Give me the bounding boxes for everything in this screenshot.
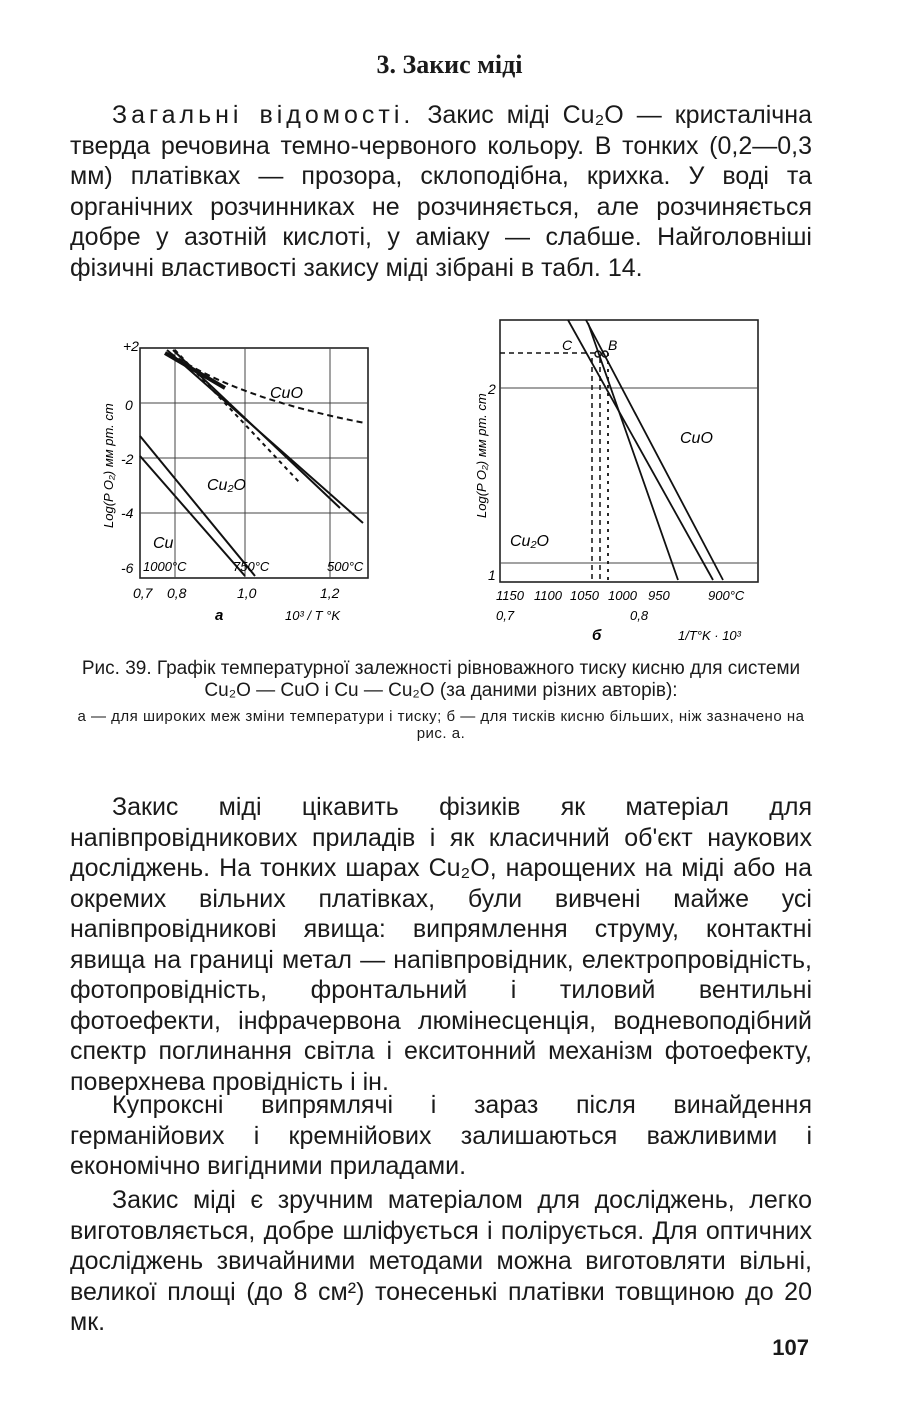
b-point-c: C	[562, 337, 573, 353]
paragraph-text: Закис міді є зручним матеріалом для досліджень, легко виготовляється, добре шліфується і полірується. Для оптичних досліджень звичайними методами можна виготовляти вільні, великої площі (до 8 см²) тонесенькі платівки товщиною до 20 мк.	[70, 1186, 812, 1336]
a-xtick-1: 0,7	[133, 585, 153, 601]
a-temp-3: 500°C	[327, 559, 364, 574]
b-top-tick-6: 900°C	[708, 588, 745, 603]
b-top-tick-5: 950	[648, 588, 670, 603]
b-top-tick-4: 1000	[608, 588, 637, 603]
b-bottom-tick-2: 0,8	[630, 608, 649, 623]
a-ylabel: Log(P O₂) мм рт. ст	[101, 403, 116, 528]
b-top-tick-1: 1150	[496, 588, 524, 603]
intro-text: Закис міді Cu₂O — кристалічна тверда речовина темно-червоного кольору. В тонких (0,2—0,3 мм) платівках — прозора, склоподібна, крихка. У воді та органічних розчинниках не розчиняється, але розчиняється добре у азотній кислоті, у аміаку — слабше. Найголовніші фізичні властивості закису міді зібрані в табл. 14.	[70, 101, 812, 282]
caption-note: а — для широких меж зміни температури і тиску; б — для тисків кисню більших, ніж зазначено на рис. а.	[77, 708, 805, 742]
a-region-cu2o: Cu₂O	[207, 477, 246, 494]
b-region-cuo: CuO	[680, 430, 713, 447]
b-ytick-2: 2	[488, 381, 496, 397]
body-paragraph-3	[70, 1185, 812, 1338]
a-ytick-2: 0	[125, 397, 133, 413]
a-region-cu: Cu	[153, 535, 174, 552]
b-xlabel: 1/T°K · 10³	[678, 628, 741, 643]
b-ylabel: Log(P O₂) мм рт. ст	[474, 393, 489, 518]
figure-caption	[70, 658, 812, 742]
a-ytick-3: -2	[121, 451, 134, 467]
b-point-b: B	[608, 337, 618, 353]
caption-main: Рис. 39. Графік температурної залежності рівноважного тиску кисню для системи Cu₂O — CuO і Cu — Cu₂O (за даними різних авторів):	[81, 658, 801, 701]
intro-lead: Загальні відомості.	[112, 101, 415, 129]
b-panel-letter: б	[592, 627, 602, 644]
page-number: 107	[772, 1335, 809, 1360]
body-paragraph-1	[70, 792, 812, 1097]
b-bottom-tick-1: 0,7	[496, 608, 515, 623]
a-temp-1: 1000°C	[143, 559, 187, 574]
body-paragraph-2	[70, 1090, 812, 1182]
paragraph-text: Закис міді цікавить фізиків як матеріал для напівпровідникових приладів і як класичний об'єкт наукових досліджень. На тонких шарах Cu₂O, нарощених на міді або на окремих вільних платівках, були вивчені майже усі напівпровідникові явища: випрямлення струму, контактні явища на границі метал — напівпровідник, електропровідність, фотопровідність, фронтальний і тиловий вентильні фотоефекти, інфрачервона люмінесценція, водневоподібний спектр поглинання світла і екситонний механізм фотоефекту, поверхнева провідність і ін.	[70, 793, 812, 1096]
a-ytick-5: -6	[121, 560, 134, 576]
a-xtick-3: 1,0	[237, 585, 257, 601]
b-region-cu2o: Cu₂O	[510, 533, 549, 550]
a-ytick-1: +2	[123, 338, 139, 354]
a-panel-letter: а	[215, 607, 224, 624]
b-top-tick-3: 1050	[570, 588, 599, 603]
b-top-tick-2: 1100	[534, 588, 562, 603]
a-xtick-2: 0,8	[167, 585, 187, 601]
figure-a	[95, 318, 395, 638]
paragraph-text: Купроксні випрямлячі і зараз після винайдення германійових і кремнійових залишаються важливими і економічно вигідними приладами.	[70, 1091, 812, 1180]
a-xtick-4: 1,2	[320, 585, 340, 601]
figure-b	[468, 318, 778, 648]
a-region-cuo: CuO	[270, 385, 303, 402]
a-xlabel: 10³ / T °K	[285, 608, 341, 623]
b-ytick-1: 1	[488, 567, 496, 583]
a-temp-2: 750°C	[233, 559, 270, 574]
a-ytick-4: -4	[121, 505, 134, 521]
intro-paragraph	[70, 100, 812, 283]
section-title: 3. Закис міді	[376, 50, 523, 79]
